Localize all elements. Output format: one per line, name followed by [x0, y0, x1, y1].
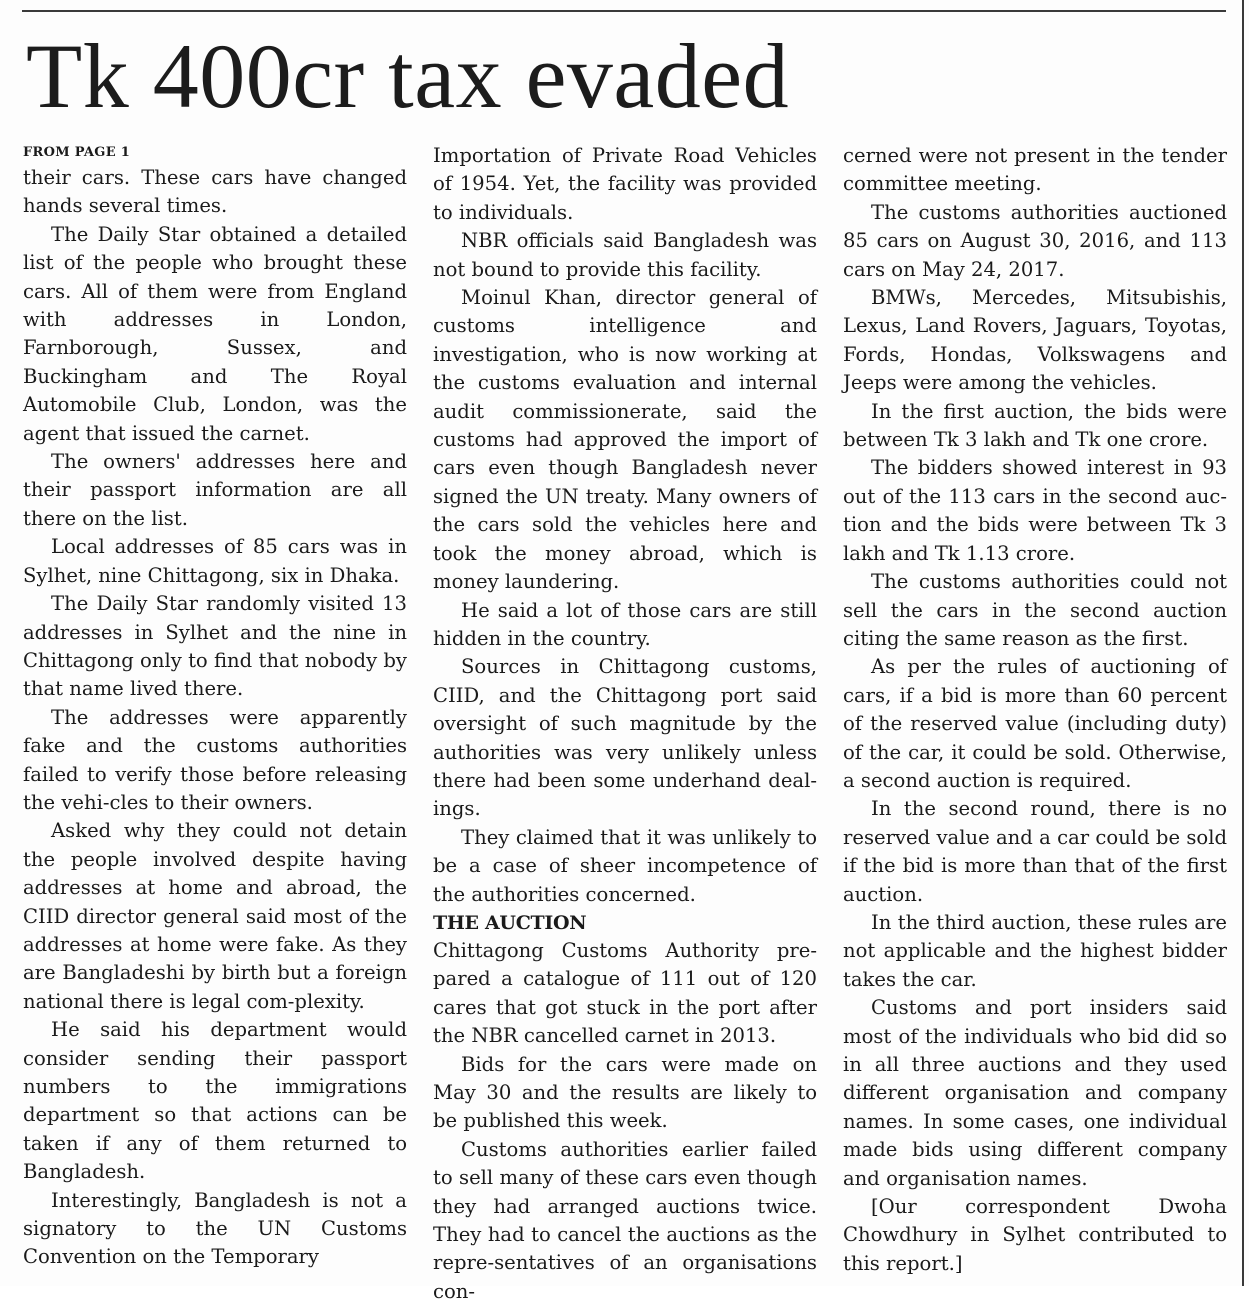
- paragraph: their cars. These cars have changed hands several times.: [23, 166, 407, 218]
- paragraph: The customs authorities auctioned 85 cars on August 30, 2016, and 113 cars on May 24, 2017.: [843, 200, 1227, 281]
- paragraph: cerned were not present in the tender committee meeting.: [843, 144, 1227, 196]
- kicker-from-page: FROM PAGE 1: [23, 145, 131, 160]
- paragraph: Asked why they could not detain the people involved despite having addresses at home and abroad, the CIID director general said most of the addresses at home were fake. As they are Bangladeshi by birth but a foreign national there is legal com-plexity.: [23, 819, 407, 1013]
- paragraph: Importation of Private Road Vehicles of 1954. Yet, the facility was provided to individuals.: [433, 144, 817, 224]
- section-subhead: THE AUCTION: [433, 911, 587, 934]
- article-column-2: [433, 142, 817, 1303]
- headline: Tk 400cr tax evaded: [26, 25, 790, 127]
- paragraph: The bidders showed interest in 93 out of the 113 cars in the second auc-tion and the bids were between Tk 3 lakh and Tk 1.13 crore.: [843, 456, 1227, 565]
- article-column-3: [843, 142, 1227, 1284]
- right-rule: [1242, 0, 1244, 1286]
- paragraph: Bids for the cars were made on May 30 and the results are likely to be published this week.: [433, 1052, 817, 1133]
- paragraph: [Our correspondent Dwoha Chowdhury in Sylhet contributed to this report.]: [843, 1195, 1227, 1275]
- paragraph: Chittagong Customs Authority pre-pared a catalogue of 111 out of 120 cares that got stuck in the port after the NBR cancelled carnet in 2013.: [433, 938, 817, 1048]
- paragraph: Customs and port insiders said most of the individuals who bid did so in all three auctions and they used different organisation and company names. In some cases, one individual made bids using different company and organisation names.: [843, 996, 1227, 1190]
- paragraph: Interestingly, Bangladesh is not a signatory to the UN Customs Convention on the Temporary: [23, 1188, 407, 1269]
- paragraph: In the second round, there is no reserved value and a car could be sold if the bid is more than that of the first auction.: [843, 797, 1227, 906]
- article-column-1: [23, 142, 407, 1284]
- paragraph: Sources in Chittagong customs, CIID, and the Chittagong port said oversight of such magnitude by the authorities was very unlikely unless there had been some underhand deal-ings.: [433, 655, 817, 821]
- paragraph: BMWs, Mercedes, Mitsubishis, Lexus, Land Rovers, Jaguars, Toyotas, Fords, Hondas, Volkswagens and Jeeps were among the vehicles.: [843, 286, 1227, 395]
- paragraph: The Daily Star obtained a detailed list of the people who brought these cars. All of them were from England with addresses in London, Farnborough, Sussex, and Buckingham and The Royal Automobile Club, London, was the agent that issued the carnet.: [23, 222, 407, 445]
- paragraph: They claimed that it was unlikely to be a case of sheer incompetence of the authorities concerned.: [433, 825, 817, 906]
- paragraph: As per the rules of auctioning of cars, if a bid is more than 60 percent of the reserved value (including duty) of the car, it could be sold. Otherwise, a second auction is required.: [843, 655, 1227, 792]
- paragraph: Local addresses of 85 cars was in Sylhet, nine Chittagong, six in Dhaka.: [23, 535, 407, 587]
- paragraph: Customs authorities earlier failed to sell many of these cars even though they had arranged auctions twice. They had to cancel the auctions as the repre-sentatives of an organisations con-: [433, 1137, 817, 1303]
- paragraph: Moinul Khan, director general of customs intelligence and investigation, who is now working at the customs evaluation and internal audit commissionerate, said the customs had approved the import of cars even though Bangladesh never signed the UN treaty. Many owners of the cars sold the vehicles here and took the money abroad, which is money laundering.: [433, 286, 817, 594]
- paragraph: In the first auction, the bids were between Tk 3 lakh and Tk one crore.: [843, 399, 1227, 452]
- paragraph: He said a lot of those cars are still hidden in the country.: [433, 598, 817, 650]
- paragraph: He said his department would consider sending their passport numbers to the immigrations department so that actions can be taken if any of them returned to Bangladesh.: [23, 1018, 407, 1184]
- paragraph: In the third auction, these rules are not applicable and the highest bidder takes the car.: [843, 910, 1227, 991]
- paragraph: The customs authorities could not sell the cars in the second auction citing the same reason as the first.: [843, 570, 1227, 650]
- paragraph: The Daily Star randomly visited 13 addresses in Sylhet and the nine in Chittagong only to find that nobody by that name lived there.: [23, 592, 407, 701]
- paragraph: NBR officials said Bangladesh was not bound to provide this facility.: [433, 229, 817, 281]
- paragraph: The addresses were apparently fake and the customs authorities failed to verify those before releasing the vehi-cles to their owners.: [23, 705, 407, 814]
- paragraph: The owners' addresses here and their passport information are all there on the list.: [23, 450, 407, 530]
- top-rule: [22, 10, 1226, 12]
